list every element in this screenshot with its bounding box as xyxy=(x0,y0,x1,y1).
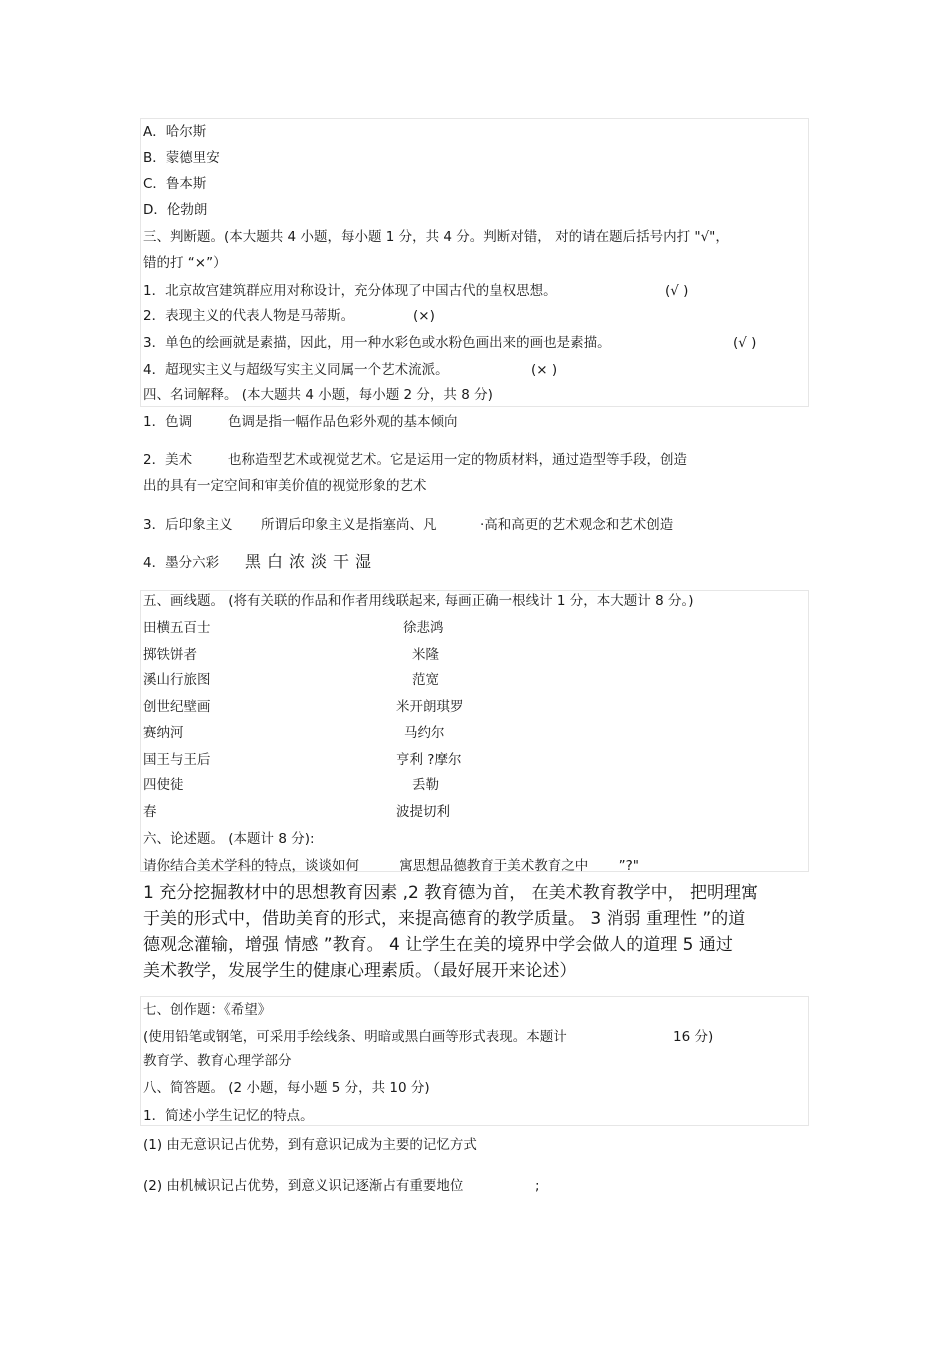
term-3-definition-b: ·高和高更的艺术观念和艺术创造 xyxy=(480,517,674,533)
term-2: 2．美术 xyxy=(143,452,193,468)
term-1: 1．色调 xyxy=(143,414,193,430)
judge-mark-3: (√ ) xyxy=(733,335,757,351)
essay-answer-line-2: 于美的形式中，借助美育的形式，来提高德育的教学质量。 3 消弱 重理性 ”的道 xyxy=(143,909,746,929)
term-3-definition-a: 所谓后印象主义是指塞尚、凡 xyxy=(261,517,437,533)
judge-mark-1: (√ ) xyxy=(665,283,689,299)
choice-d: D．伦勃朗 xyxy=(143,202,208,218)
match-artist: 徐悲鸿 xyxy=(403,620,444,636)
sec4-header: 四、名词解释。 (本大题共 4 小题，每小题 2 分，共 8 分) xyxy=(143,387,493,403)
term-3: 3．后印象主义 xyxy=(143,517,233,533)
essay-question-c: ”?" xyxy=(618,858,639,874)
essay-answer-line-3: 德观念灌输，增强 情感 ”教育。 4 让学生在美的境界中学会做人的道理 5 通过 xyxy=(143,935,733,955)
sec7-header: 七、创作题：《希望》 xyxy=(143,1002,272,1018)
sec6-header: 六、论述题。 (本题计 8 分): xyxy=(143,831,315,847)
choice-a: A．哈尔斯 xyxy=(143,124,207,140)
sec3-header-line2: 错的打 “×”） xyxy=(143,255,227,271)
match-work: 春 xyxy=(143,804,157,820)
term-4-definition: 黑白浓淡干湿 xyxy=(245,552,378,571)
sec7-note-b: 16 分) xyxy=(673,1029,714,1045)
match-artist: 范宽 xyxy=(412,672,439,688)
choice-b: B．蒙德里安 xyxy=(143,150,220,166)
essay-answer-line-4: 美术教学，发展学生的健康心理素质。（最好展开来论述） xyxy=(143,961,577,981)
judge-item-2: 2．表现主义的代表人物是马蒂斯。 xyxy=(143,308,355,324)
match-work: 四使徒 xyxy=(143,777,184,793)
term-2-definition: 也称造型艺术或视觉艺术。它是运用一定的物质材料，通过造型等手段，创造 xyxy=(228,452,687,468)
judge-item-3: 3．单色的绘画就是素描，因此，用一种水彩色或水粉色画出来的画也是素描。 xyxy=(143,335,611,351)
sec8-answer-2-tail: ; xyxy=(535,1178,540,1194)
match-work: 田横五百士 xyxy=(143,620,211,636)
judge-item-1: 1．北京故宫建筑群应用对称设计，充分体现了中国古代的皇权思想。 xyxy=(143,283,557,299)
sec7-note-a: (使用铅笔或钢笔，可采用手绘线条、明暗或黑白画等形式表现。本题计 xyxy=(143,1029,567,1045)
match-artist: 米隆 xyxy=(412,647,439,663)
match-artist: 亨利 ?摩尔 xyxy=(396,752,462,768)
match-artist: 马约尔 xyxy=(404,725,445,741)
sec8-answer-1: (1) 由无意识记占优势，到有意识记成为主要的记忆方式 xyxy=(143,1137,477,1153)
match-artist: 波提切利 xyxy=(396,804,450,820)
match-artist: 丢勒 xyxy=(412,777,439,793)
match-work: 创世纪壁画 xyxy=(143,699,211,715)
essay-question-a: 请你结合美术学科的特点，谈谈如何 xyxy=(143,858,359,874)
choice-c: C．鲁本斯 xyxy=(143,176,207,192)
term-2-definition-cont: 出的具有一定空间和审美价值的视觉形象的艺术 xyxy=(143,478,427,494)
match-work: 掷铁饼者 xyxy=(143,647,197,663)
sec3-header-line1: 三、判断题。(本大题共 4 小题，每小题 1 分，共 4 分。判断对错， 对的请在题后括号内打 "√"， xyxy=(143,229,729,245)
match-work: 赛纳河 xyxy=(143,725,184,741)
sec8-answer-2: (2) 由机械识记占优势，到意义识记逐渐占有重要地位 xyxy=(143,1178,464,1194)
term-4: 4．墨分六彩 xyxy=(143,555,220,571)
part2-title: 教育学、教育心理学部分 xyxy=(143,1053,292,1069)
essay-answer-line-1: 1 充分挖掘教材中的思想教育因素 ,2 教育德为首， 在美术教育教学中， 把明理寓 xyxy=(143,883,759,903)
essay-question xyxy=(143,856,639,876)
term-1-definition: 色调是指一幅作品色彩外观的基本倾向 xyxy=(228,414,458,430)
judge-mark-2: (×) xyxy=(413,308,435,324)
match-work: 国王与王后 xyxy=(143,752,211,768)
match-work: 溪山行旅图 xyxy=(143,672,211,688)
match-artist: 米开朗琪罗 xyxy=(396,699,464,715)
essay-question-b: 寓思想品德教育于美术教育之中 xyxy=(399,858,589,874)
judge-item-4: 4．超现实主义与超级写实主义同属一个艺术流派。 xyxy=(143,362,449,378)
sec8-question-1: 1．简述小学生记忆的特点。 xyxy=(143,1108,314,1124)
sec8-header: 八、简答题。 (2 小题，每小题 5 分，共 10 分) xyxy=(143,1080,430,1096)
sec5-header: 五、画线题。 (将有关联的作品和作者用线联起来, 每画正确一根线计 1 分，本大题计 8 分。) xyxy=(143,593,694,609)
judge-mark-4: (× ) xyxy=(531,362,558,378)
